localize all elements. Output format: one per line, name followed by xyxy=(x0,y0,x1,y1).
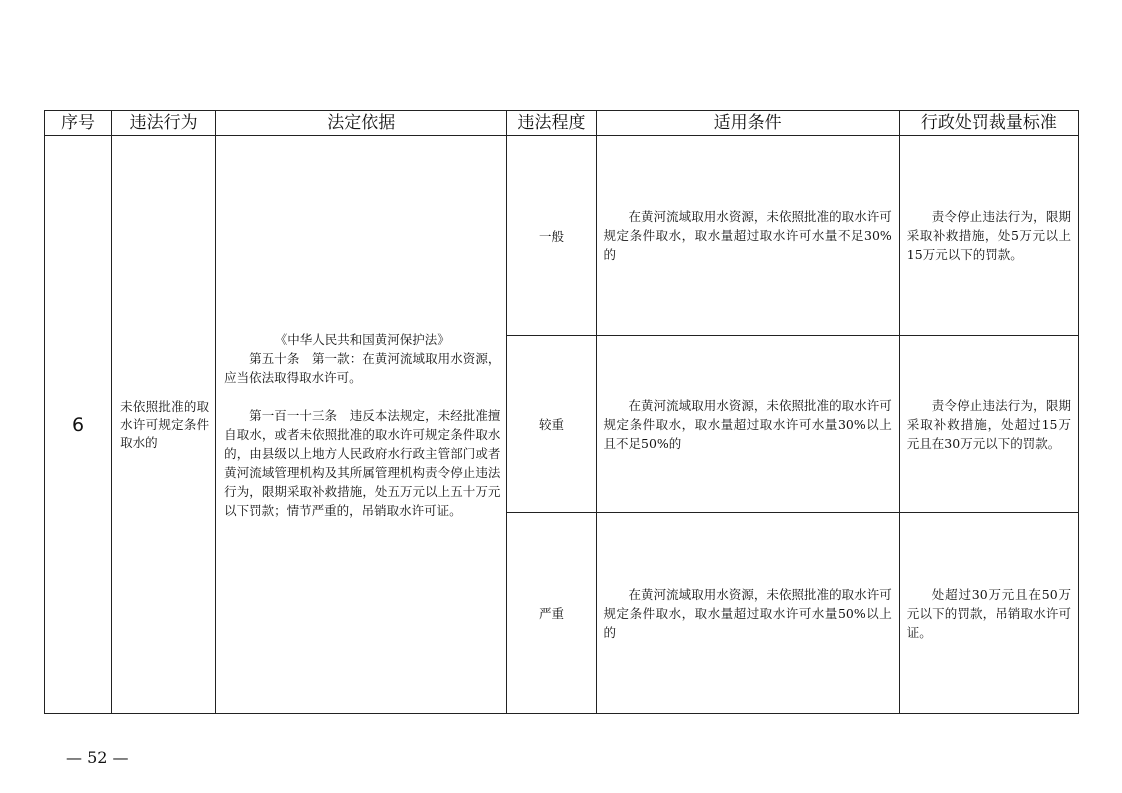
condition-cell xyxy=(596,336,899,513)
penalty-cell xyxy=(899,136,1078,336)
table-row xyxy=(45,136,1079,336)
degree-cell: 较重 xyxy=(507,336,596,513)
basis-title: 《中华人民共和国黄河保护法》 xyxy=(274,331,450,347)
basis-paragraph-2: 第一百一十三条 违反本法规定，未经批准擅自取水，或者未依照批准的取水许可规定条件取水的，由县级以上地方人民政府水行政主管部门或者黄河流域管理机构及其所属管理机构责令停止违法行为，限期采取补救措施，处五万元以上五十万元以下罚款；情节严重的，吊销取水许可证。 xyxy=(224,407,501,518)
condition-text: 在黄河流域取用水资源，未依照批准的取水许可规定条件取水，取水量超过取水许可水量不足30%的 xyxy=(603,209,892,262)
header-violation: 违法行为 xyxy=(112,111,216,136)
penalty-text: 责令停止违法行为，限期采取补救措施，处5万元以上15万元以下的罚款。 xyxy=(906,209,1071,262)
penalty-text: 责令停止违法行为，限期采取补救措施，处超过15万元且在30万元以下的罚款。 xyxy=(906,397,1071,451)
header-row xyxy=(45,111,1079,136)
legal-basis-cell xyxy=(216,136,507,714)
page-number: — 52 — xyxy=(66,748,129,767)
violation-cell xyxy=(112,136,216,714)
penalty-cell xyxy=(899,336,1078,513)
condition-text: 在黄河流域取用水资源，未依照批准的取水许可规定条件取水，取水量超过取水许可水量30%以上且不足50%的 xyxy=(603,397,892,451)
condition-text: 在黄河流域取用水资源，未依照批准的取水许可规定条件取水，取水量超过取水许可水量50%以上的 xyxy=(603,586,892,640)
penalty-text: 处超过30万元且在50万元以下的罚款，吊销取水许可证。 xyxy=(906,586,1071,640)
seq-cell: 6 xyxy=(45,136,112,714)
condition-cell xyxy=(596,136,899,336)
degree-cell: 一般 xyxy=(507,136,596,336)
header-seq: 序号 xyxy=(45,111,112,136)
header-condition: 适用条件 xyxy=(596,111,899,136)
paragraph-spacer xyxy=(224,387,500,406)
penalty-cell xyxy=(899,513,1078,714)
penalty-standards-table xyxy=(44,110,1079,714)
header-penalty: 行政处罚裁量标准 xyxy=(899,111,1078,136)
condition-cell xyxy=(596,513,899,714)
degree-cell: 严重 xyxy=(507,513,596,714)
header-degree: 违法程度 xyxy=(507,111,596,136)
header-legal-basis: 法定依据 xyxy=(216,111,507,136)
basis-paragraph-1: 第五十条 第一款：在黄河流域取用水资源，应当依法取得取水许可。 xyxy=(224,350,501,385)
violation-text: 未依照批准的取水许可规定条件取水的 xyxy=(120,398,210,450)
